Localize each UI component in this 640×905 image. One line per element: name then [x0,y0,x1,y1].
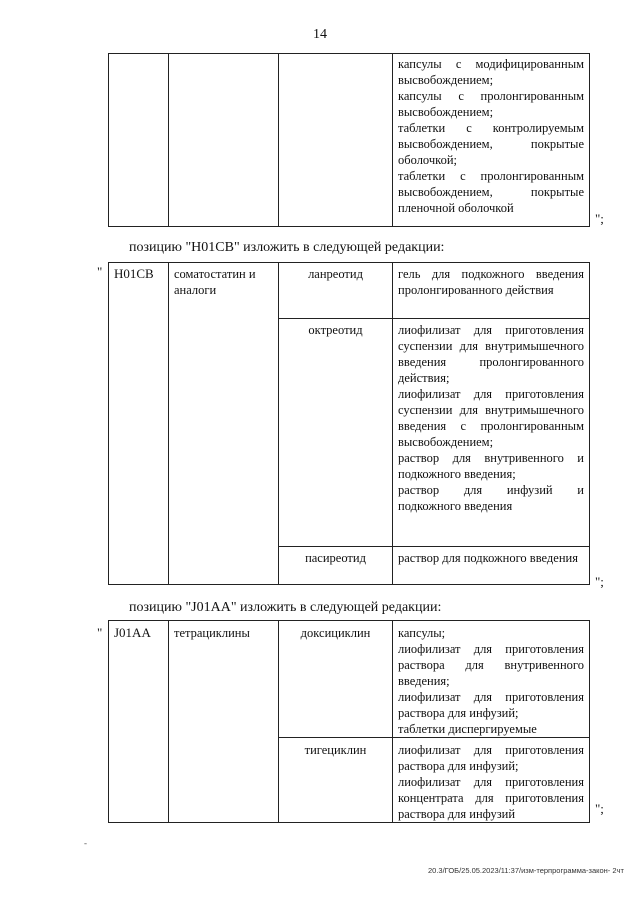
drug-cell: доксициклин [279,621,393,738]
form-item: лиофилизат для приготовления суспензии для внутримышечного введения пролонгированного действия; [398,323,584,385]
open-quote-mark: " [97,625,103,640]
form-item: таблетки с контролируемым высвобождением, покрытые оболочкой; [398,121,584,167]
forms-cell [393,738,590,823]
close-quote-mark: "; [595,211,604,226]
forms-cell [393,54,590,227]
form-item: капсулы; [398,626,446,640]
atc-code-cell: J01AA [109,621,169,823]
j01aa-table [108,620,590,823]
drug-cell: пасиреотид [279,547,393,585]
forms-cell [393,547,590,585]
atc-code-cell [109,54,169,227]
drug-cell: октреотид [279,319,393,547]
group-cell: тетрациклины [169,621,279,823]
page-number: 14 [313,27,327,42]
document-footer: 20.3/ГОБ/25.05.2023/11:37/изм-терпрограмма-закон- 2чт [428,866,624,875]
form-item: раствор для подкожного введения [398,551,578,565]
form-item: таблетки с пролонгированным высвобождением, покрытые пленочной оболочкой [398,169,584,215]
forms-cell [393,319,590,547]
form-item: лиофилизат для приготовления раствора для внутривенного введения; [398,642,584,688]
close-quote-mark: "; [595,801,604,816]
form-item: лиофилизат для приготовления раствора для инфузий; [398,690,584,720]
atc-code-cell: H01CB [109,263,169,585]
table-row [109,54,590,227]
group-cell: соматостатин и аналоги [169,263,279,585]
drug-cell: тигециклин [279,738,393,823]
form-item: таблетки диспергируемые [398,722,537,736]
form-item: раствор для инфузий и подкожного введения [398,483,584,513]
forms-cell [393,263,590,319]
close-quote-mark: "; [595,574,604,589]
forms-cell [393,621,590,738]
form-item: раствор для внутривенного и подкожного введения; [398,451,584,481]
group-cell [169,54,279,227]
form-item: гель для подкожного введения пролонгированного действия [398,267,584,297]
h01cb-table [108,262,590,585]
table-row [109,263,590,319]
continuation-table [108,53,590,227]
table-row [109,621,590,738]
footer-dash: - [84,838,87,848]
form-item: капсулы с модифицированным высвобождением; [398,57,584,87]
form-item: лиофилизат для приготовления концентрата для приготовления раствора для инфузий [398,775,584,821]
instruction-paragraph: позицию "H01CB" изложить в следующей редакции: [129,240,445,255]
form-item: лиофилизат для приготовления раствора для инфузий; [398,743,584,773]
form-item: лиофилизат для приготовления суспензии для внутримышечного введения с пролонгированным высвобождением; [398,387,584,449]
form-item: капсулы с пролонгированным высвобождением; [398,89,584,119]
drug-cell: ланреотид [279,263,393,319]
open-quote-mark: " [97,264,103,279]
drug-cell [279,54,393,227]
instruction-paragraph: позицию "J01AA" изложить в следующей редакции: [129,600,442,615]
